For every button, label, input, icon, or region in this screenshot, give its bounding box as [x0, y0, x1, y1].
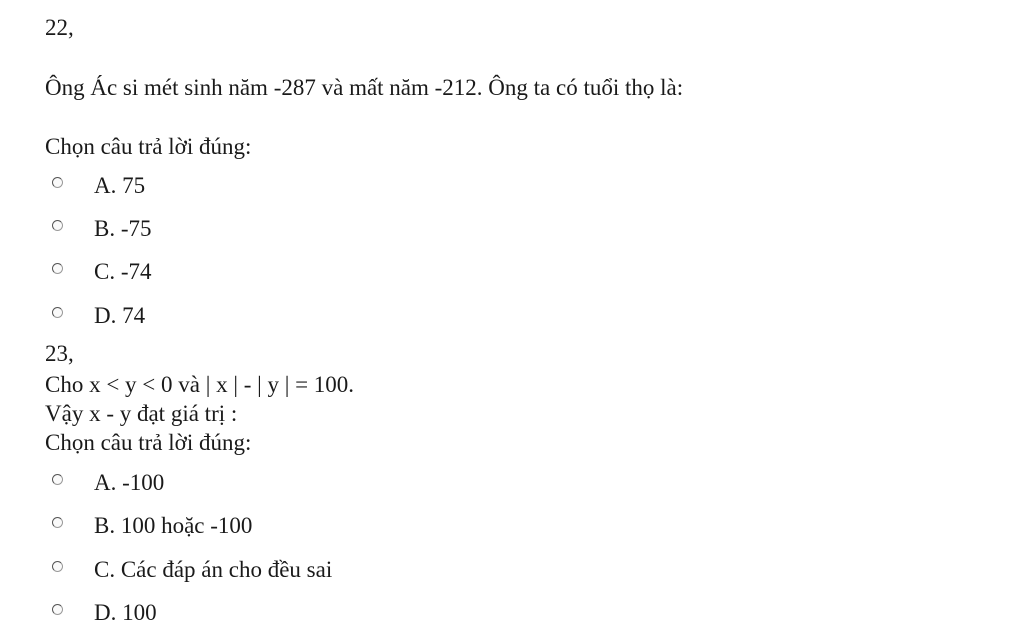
- option-label-b[interactable]: B. -75: [94, 216, 152, 241]
- answer-instruction: Chọn câu trả lời đúng:: [45, 134, 252, 159]
- option-label-b[interactable]: B. 100 hoặc -100: [94, 513, 253, 538]
- radio-option-b[interactable]: [52, 220, 63, 231]
- option-label-c[interactable]: C. Các đáp án cho đều sai: [94, 557, 333, 582]
- question-prompt: Ông Ác si mét sinh năm -287 và mất năm -212. Ông ta có tuổi thọ là:: [45, 75, 684, 100]
- radio-option-b[interactable]: [52, 517, 63, 528]
- radio-option-d[interactable]: [52, 604, 63, 615]
- option-label-a[interactable]: A. 75: [94, 173, 146, 198]
- question-prompt-line: Cho x < y < 0 và | x | - | y | = 100.: [45, 372, 355, 397]
- option-label-d[interactable]: D. 100: [94, 600, 157, 625]
- option-label-a[interactable]: A. -100: [94, 470, 165, 495]
- question-number: 22,: [45, 15, 74, 40]
- radio-option-c[interactable]: [52, 561, 63, 572]
- answer-instruction: Chọn câu trả lời đúng:: [45, 430, 252, 455]
- question-number: 23,: [45, 341, 74, 366]
- question-prompt-line: Vậy x - y đạt giá trị :: [45, 401, 238, 426]
- radio-option-d[interactable]: [52, 307, 63, 318]
- option-label-c[interactable]: C. -74: [94, 259, 152, 284]
- radio-option-a[interactable]: [52, 177, 63, 188]
- radio-option-c[interactable]: [52, 263, 63, 274]
- radio-option-a[interactable]: [52, 474, 63, 485]
- option-label-d[interactable]: D. 74: [94, 303, 146, 328]
